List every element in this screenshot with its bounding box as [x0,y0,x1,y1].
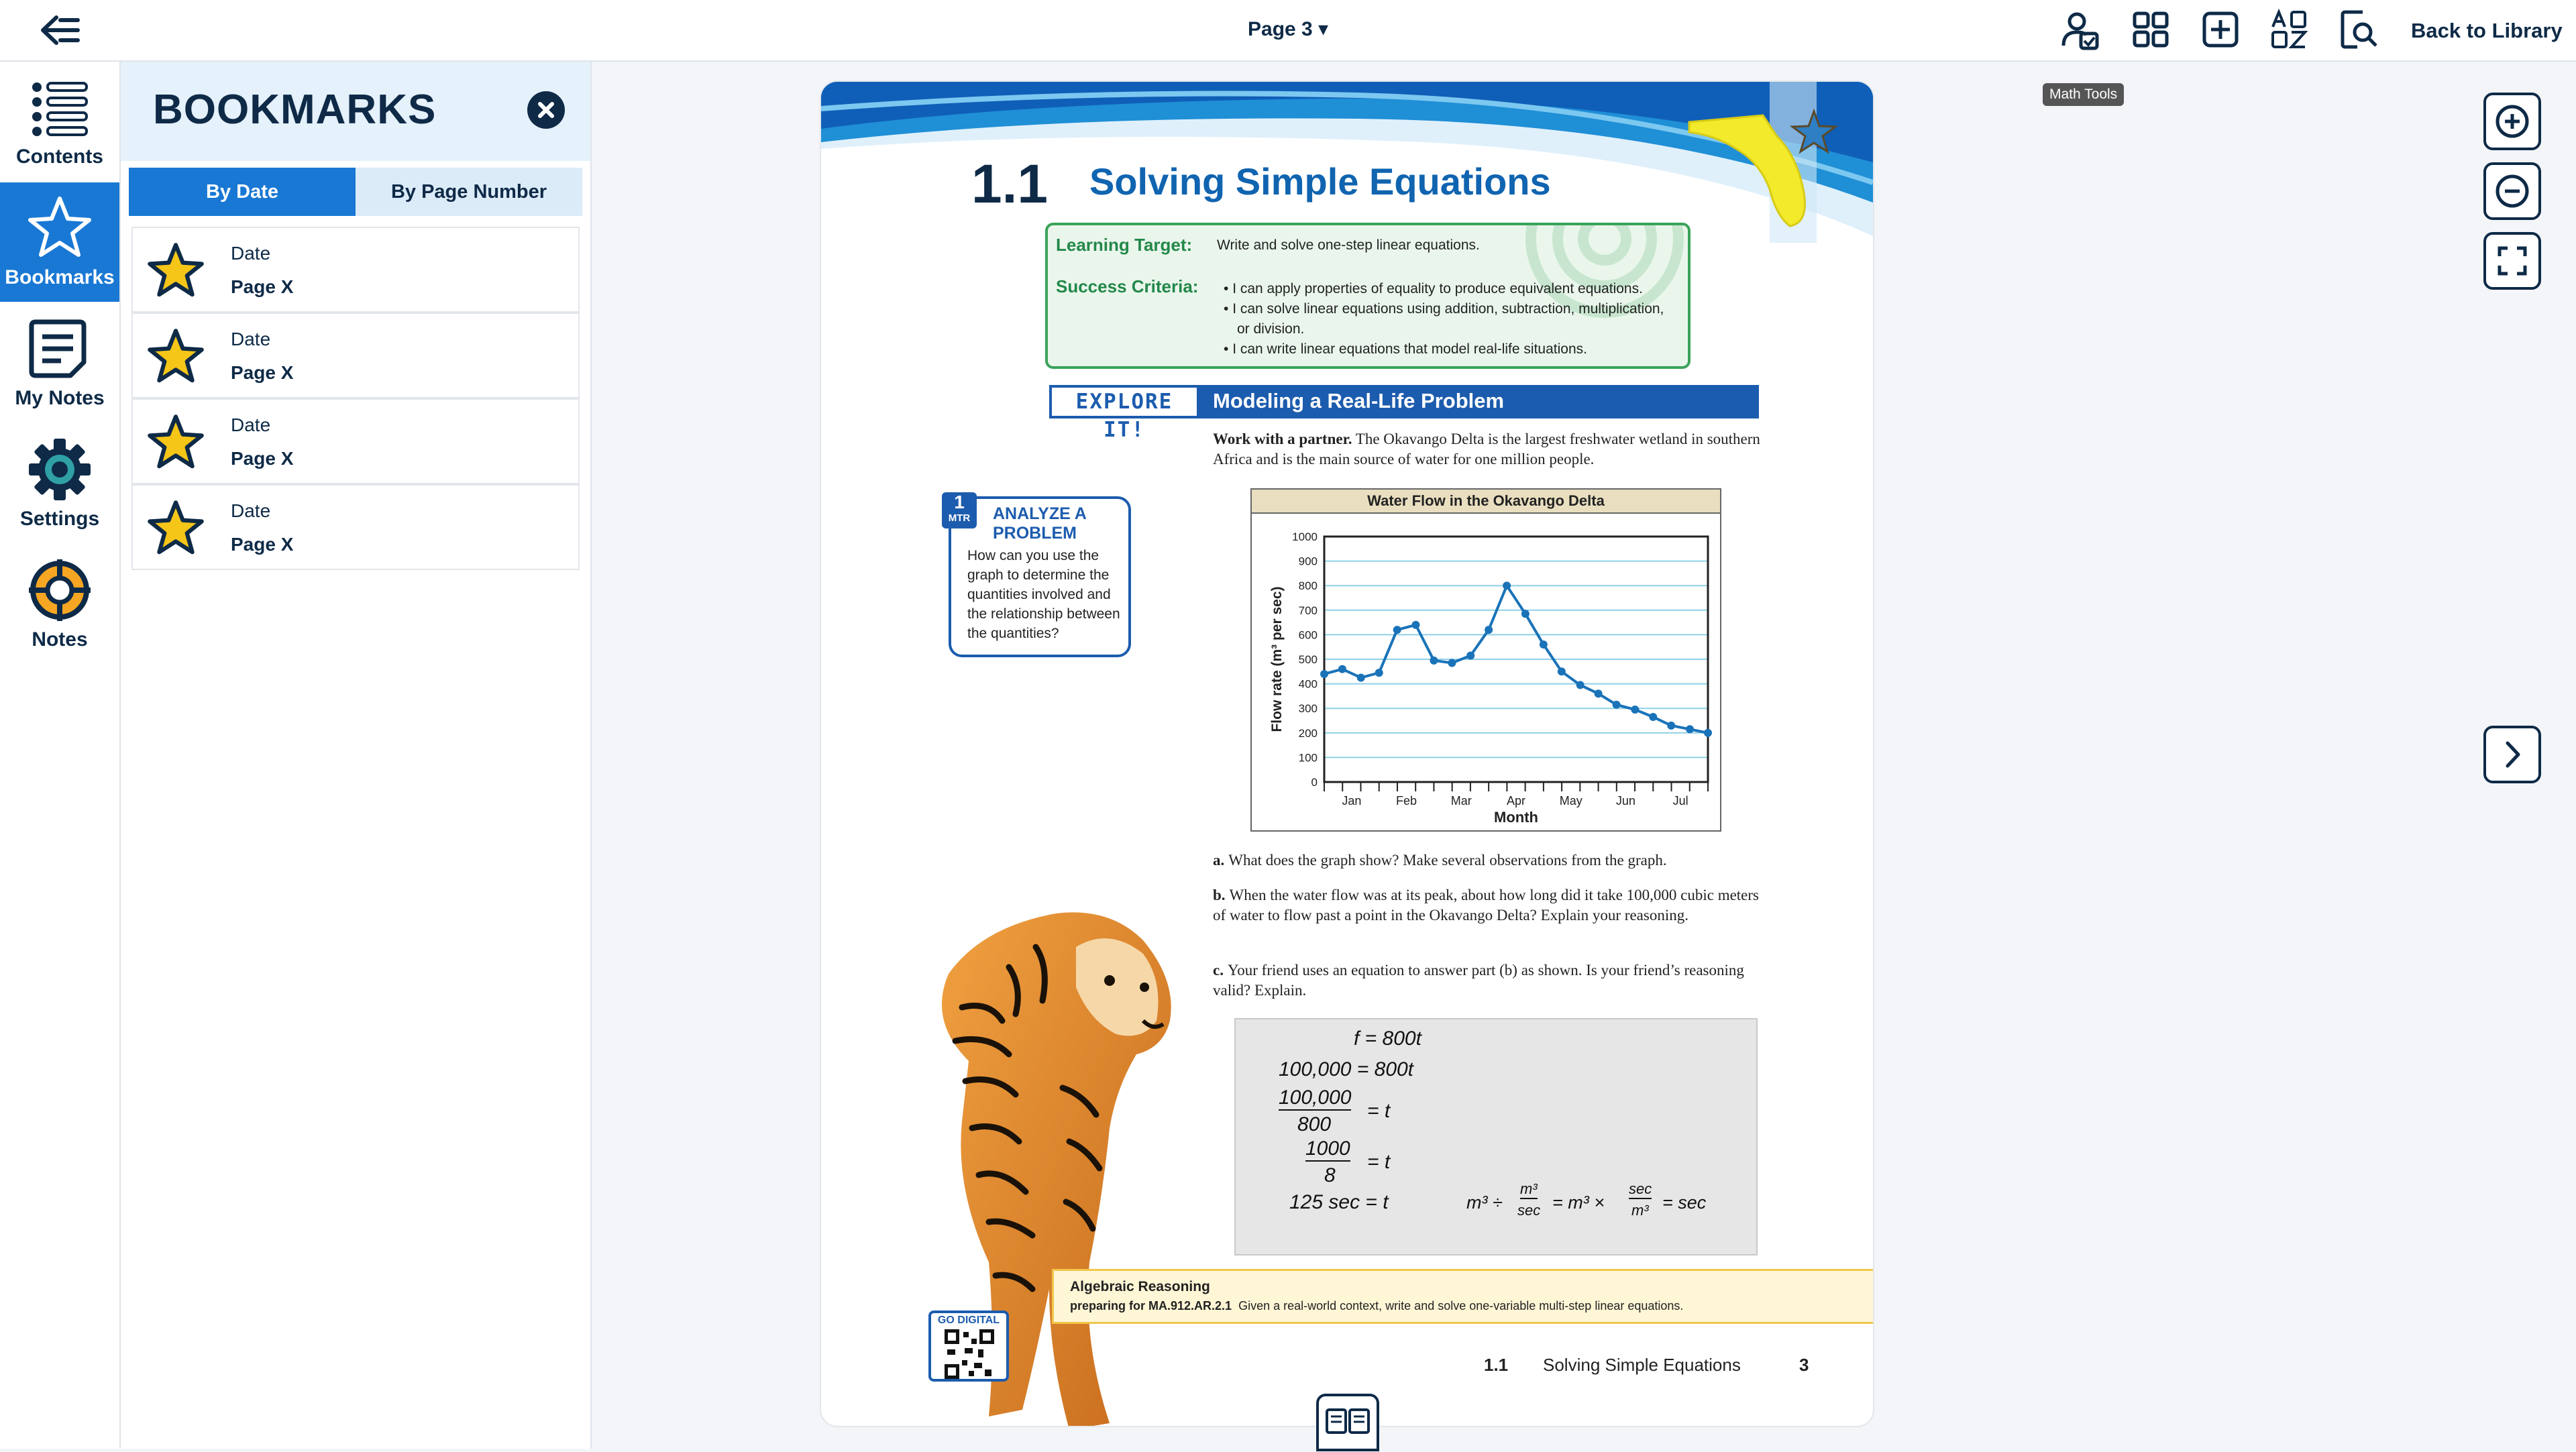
star-icon [26,194,93,262]
tab-by-page-number[interactable]: By Page Number [356,168,582,216]
work-line-3-numerator: 100,000 [1279,1086,1351,1111]
search-page-icon[interactable] [2337,8,2380,51]
question-b [1213,885,1763,926]
question-letter: b. [1213,887,1226,903]
chart-y-tick-label: 0 [1311,776,1318,789]
math-tools-user-icon[interactable] [2058,8,2101,51]
bookmark-page: Page X [231,534,294,555]
success-criterion: • I can write linear equations that model real-life situations. [1224,341,1587,357]
rail-item-settings[interactable] [0,424,119,543]
section-number: 1.1 [971,154,1048,215]
back-to-library-link[interactable]: Back to Library [2411,19,2563,42]
standard-title: Algebraic Reasoning [1070,1279,1210,1294]
mtr-tag: MTR [948,512,971,524]
page-view-button[interactable] [1316,1394,1379,1451]
rail-item-bookmarks[interactable] [0,182,119,302]
chart-x-tick-label: Feb [1396,794,1417,807]
intro-paragraph [1213,429,1763,469]
tab-by-date[interactable]: By Date [129,168,356,216]
bookmarks-panel [121,62,592,1449]
chart-data-point [1430,657,1438,665]
bookmark-date: Date [231,414,271,435]
chart-data-point [1466,652,1474,660]
learning-target-box [1045,223,1690,369]
star-icon [146,327,205,386]
chart-data-point [1686,725,1694,733]
question-text: What does the graph show? Make several observations from the graph. [1228,852,1667,869]
explore-title: Modeling a Real-Life Problem [1213,389,1505,412]
units-frac2-num: sec [1629,1180,1652,1199]
chart-data-point [1540,640,1548,649]
chart-y-tick-label: 400 [1298,677,1318,691]
bookmark-item[interactable] [131,484,580,570]
top-bar [0,0,2576,62]
standard-text: Given a real-world context, write and solve one-variable multi-step linear equations. [1238,1299,1684,1313]
analyze-problem-text: How can you use the graph to determine the quantities involved and the relationship between the quantities? [967,548,1120,641]
question-c [1213,960,1763,1001]
close-panel-button[interactable] [527,91,565,129]
bookmark-date: Date [231,500,271,521]
zoom-in-icon [2486,95,2538,148]
standard-code: preparing for MA.912.AR.2.1 [1070,1299,1232,1313]
work-line-1: f = 800t [1354,1027,1421,1050]
chart-x-tick-label: Jun [1615,794,1635,807]
fullscreen-icon [2486,235,2538,287]
chart-data-point [1613,701,1621,709]
bookmarks-title: BOOKMARKS [153,87,437,133]
gear-icon [26,436,93,503]
chart-y-tick-label: 300 [1298,702,1318,716]
bookmark-page: Page X [231,448,294,469]
chart-y-axis-label: Flow rate (m³ per sec) [1269,586,1285,732]
work-line-3-denominator: 800 [1297,1113,1332,1135]
rail-item-notes[interactable] [0,545,119,664]
bookmark-item[interactable] [131,227,580,313]
bookmark-item[interactable] [131,313,580,398]
chart-y-tick-label: 800 [1298,579,1318,593]
mtr-badge [942,492,977,528]
chart-data-point [1631,706,1639,714]
water-flow-chart [1250,488,1721,832]
rail-item-my-notes[interactable] [0,303,119,423]
chart-data-point [1558,667,1566,675]
mtr-number: 1 [954,492,965,512]
chart-y-tick-label: 900 [1298,555,1318,568]
question-letter: c. [1213,962,1224,979]
list-icon [26,74,93,141]
notes-icon [26,315,93,382]
learning-target-label: Learning Target: [1056,235,1193,255]
success-criterion: • I can solve linear equations using addition, subtraction, multiplication, or division. [1224,301,1664,337]
chart-x-tick-label: Jul [1672,794,1688,807]
chart-data-point [1393,626,1401,634]
rail-label-my-notes: My Notes [15,387,105,409]
florida-star-icon [1682,95,1843,236]
rail-label-bookmarks: Bookmarks [5,266,115,288]
footer-section-title: Solving Simple Equations [1543,1355,1741,1375]
star-icon [146,499,205,558]
book-page [821,82,1873,1426]
chart-x-tick-label: May [1559,794,1582,807]
units-frac1-den: sec [1517,1202,1541,1219]
chart-x-tick-label: Mar [1450,794,1472,807]
chart-data-point [1667,722,1675,730]
chart-data-point [1485,626,1493,634]
chart-data-point [1576,681,1585,689]
bookmark-date: Date [231,329,271,349]
chart-y-tick-label: 700 [1298,604,1318,617]
qr-code-icon [945,1329,994,1379]
section-title: Solving Simple Equations [1089,160,1551,203]
book-pages-icon [1319,1396,1377,1449]
chart-data-point [1503,581,1511,590]
add-square-icon[interactable] [2199,8,2242,51]
rail-label-settings: Settings [19,508,100,530]
page-selector[interactable]: Page 3 ▾ [1248,18,1329,40]
rail-label-contents: Contents [16,146,103,168]
star-icon [146,241,205,300]
chart-x-tick-label: Jan [1342,794,1362,807]
units-part-c: = sec [1662,1192,1707,1213]
back-arrow-icon[interactable] [36,11,83,50]
zoom-out-icon [2486,165,2538,217]
chart-data-point [1320,670,1328,678]
chart-title: Water Flow in the Okavango Delta [1252,490,1720,514]
work-line-2: 100,000 = 800t [1279,1058,1414,1080]
explore-it-badge: EXPLORE IT! [1049,385,1199,418]
bookmark-date: Date [231,243,271,264]
intro-text: The Okavango Delta is the largest freshwater wetland in southern Africa and is the main source of water for one million people. [1213,431,1760,467]
work-line-4-rhs: = t [1367,1151,1391,1173]
success-criteria-list [1224,279,1666,359]
units-frac1-num: m³ [1520,1180,1538,1199]
chart-y-tick-label: 200 [1298,726,1318,740]
work-line-5: 125 sec = t [1289,1191,1389,1213]
target-icon [26,557,93,624]
math-tools-tooltip: Math Tools [2043,83,2124,106]
intro-bold: Work with a partner. [1213,431,1352,447]
units-part-b: = m³ × [1552,1192,1605,1213]
chart-data-point [1338,665,1346,673]
zoom-in-button[interactable] [2483,93,2541,150]
star-icon [146,413,205,472]
chart-plot [1252,514,1720,830]
bookmark-item[interactable] [131,398,580,484]
fullscreen-button[interactable] [2483,232,2541,290]
units-part-a: m³ ÷ [1466,1192,1503,1213]
chart-data-point [1375,669,1383,677]
bookmarks-header [121,62,590,161]
chart-y-tick-label: 100 [1298,751,1318,765]
work-line-4-numerator: 1000 [1305,1137,1350,1162]
question-a [1213,850,1763,871]
go-digital-label: GO DIGITAL [937,1315,1000,1326]
question-text: Your friend uses an equation to answer part (b) as shown. Is your friend’s reasoning valid? Explain. [1213,962,1744,999]
rail-label-notes: Notes [32,628,88,651]
footer-section-number: 1.1 [1484,1355,1509,1375]
chart-data-point [1704,729,1712,737]
work-line-3-rhs: = t [1367,1100,1391,1122]
chevron-right-icon [2486,728,2538,781]
analyze-problem-title: ANALYZE A PROBLEM [993,504,1086,543]
chart-data-point [1595,689,1603,697]
success-criterion: • I can apply properties of equality to produce equivalent equations. [1224,281,1643,296]
rail-item-contents[interactable] [0,62,119,181]
chart-y-tick-label: 600 [1298,628,1318,642]
question-text: When the water flow was at its peak, about how long did it take 100,000 cubic meters of water to flow past a point in the Okavango Delta? Explain your reasoning. [1213,887,1760,924]
close-icon [527,91,565,129]
learning-target-text: Write and solve one-step linear equations. [1217,237,1480,253]
standards-bar [1052,1269,1873,1324]
next-page-button[interactable] [2483,726,2541,783]
left-rail [0,62,121,1449]
bookmark-page: Page X [231,276,294,297]
bookmark-page: Page X [231,362,294,383]
question-letter: a. [1213,852,1225,869]
chart-data-point [1521,610,1529,618]
chart-y-tick-label: 1000 [1292,530,1318,543]
bookmark-sort-tabs [129,168,582,216]
chart-data-point [1411,621,1419,629]
standard-line [1070,1299,1683,1313]
work-line-4-denominator: 8 [1324,1164,1336,1186]
chart-data-point [1649,713,1657,721]
chart-data-point [1448,659,1456,667]
chart-x-tick-label: Apr [1506,794,1526,807]
success-criteria-label: Success Criteria: [1056,276,1199,296]
footer-page-number: 3 [1799,1355,1809,1375]
grid-icon[interactable] [2129,8,2172,51]
chart-x-axis-label: Month [1494,809,1538,826]
units-frac2-den: m³ [1631,1202,1649,1219]
friend-work-card [1234,1018,1758,1255]
chart-y-tick-label: 500 [1298,653,1318,666]
chart-data-point [1357,673,1365,681]
sort-alpha-icon[interactable] [2267,8,2310,51]
go-digital-qr[interactable] [928,1310,1009,1382]
zoom-out-button[interactable] [2483,162,2541,220]
